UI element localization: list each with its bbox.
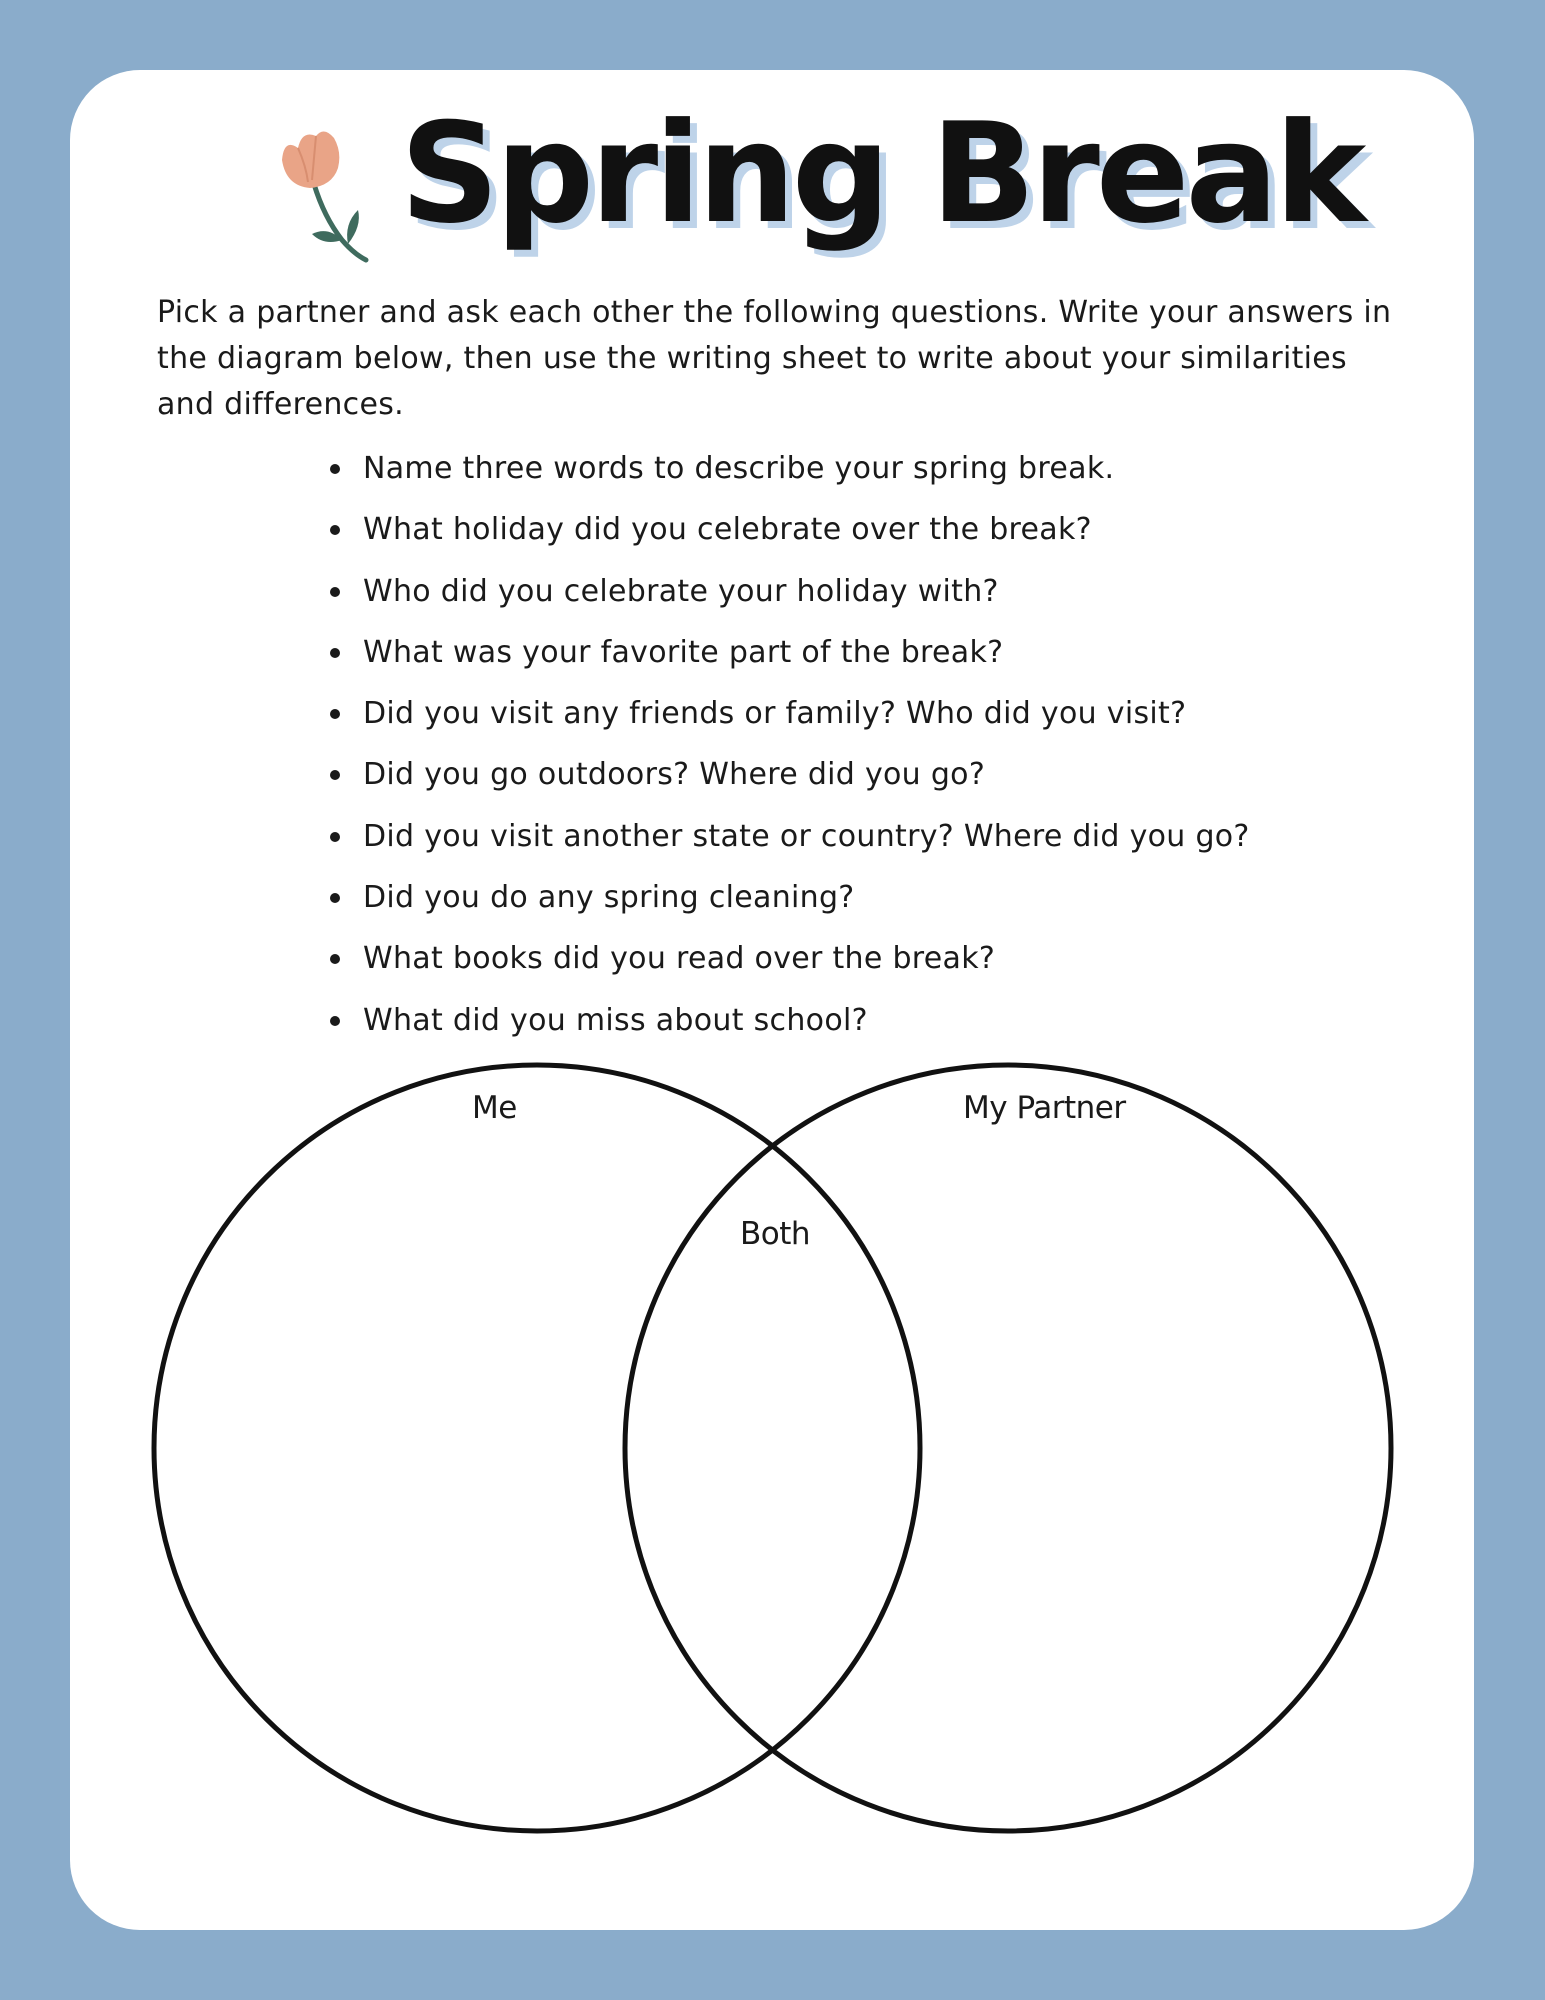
question-text: Name three words to describe your spring break. [363,451,1115,486]
question-text: Did you visit another state or country? Where did you go? [363,818,1250,854]
question-text: Who did you celebrate your holiday with? [363,573,999,609]
question-text: Did you go outdoors? Where did you go? [363,757,986,793]
venn-label-both: Both [740,1216,811,1252]
question-text: What holiday did you celebrate over the break? [363,512,1092,548]
venn-circle-partner [625,1065,1391,1831]
venn-label-me: Me [472,1090,517,1126]
venn-circle-me [154,1065,920,1831]
question-text: Did you visit any friends or family? Who did you visit? [363,696,1187,732]
question-text: What did you miss about school? [363,1002,868,1038]
venn-label-partner: My Partner [963,1090,1126,1126]
page-title: Spring Break [400,93,1363,254]
question-text: Did you do any spring cleaning? [363,880,855,916]
instructions-text: Pick a partner and ask each other the following questions. Write your answers in the diagram below, then use the writing sheet to write about your similarities and differences. [157,295,1392,422]
question-text: What books did you read over the break? [363,941,996,977]
question-text: What was your favorite part of the break? [363,634,1004,670]
